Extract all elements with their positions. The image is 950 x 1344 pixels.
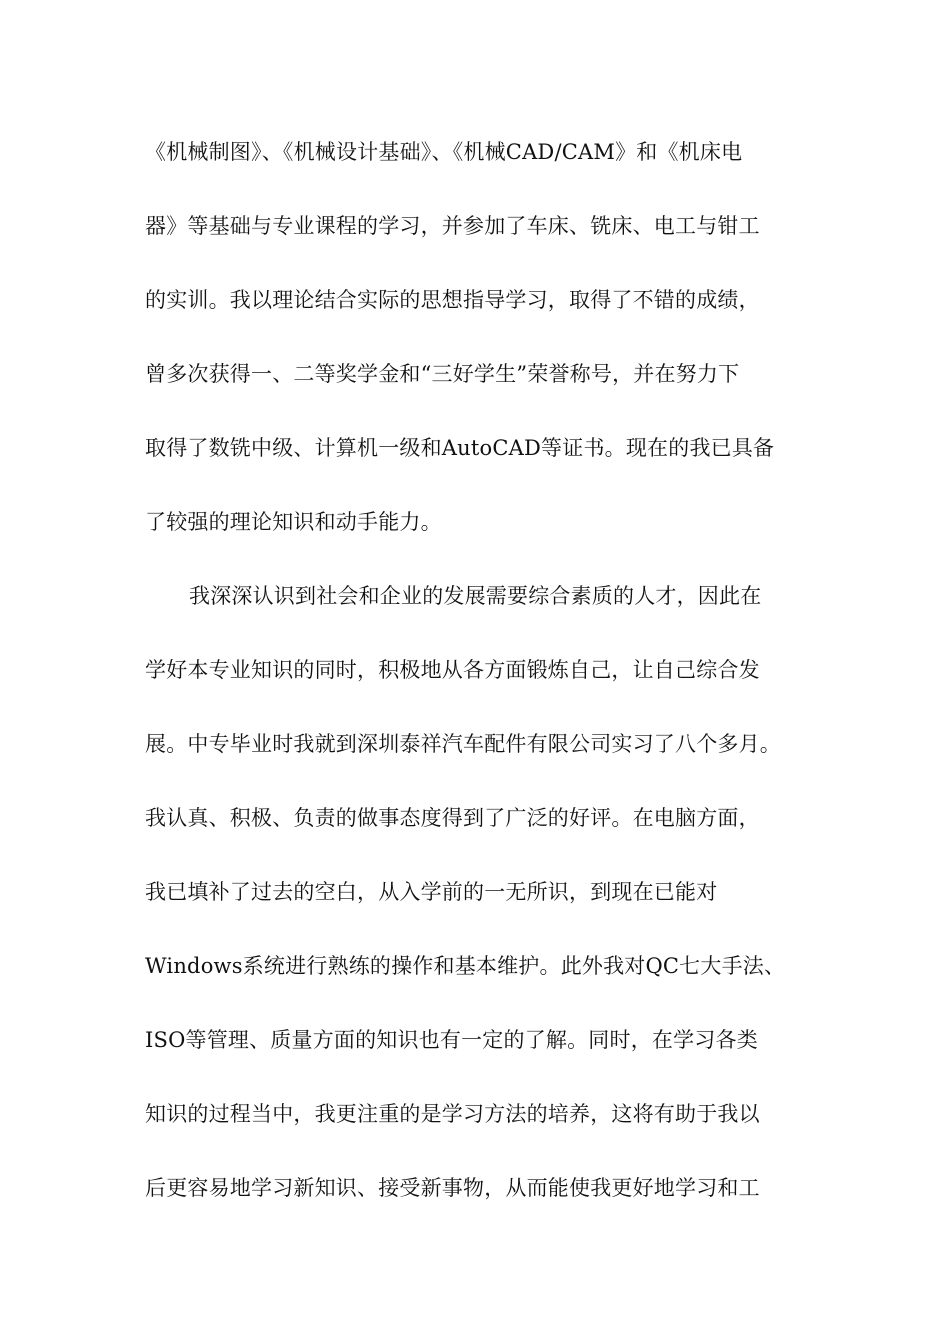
text-line-9: 展。中专毕业时我就到深圳泰祥汽车配件有限公司实习了八个多月。 xyxy=(145,732,781,756)
text-line-10: 我认真、积极、负责的做事态度得到了广泛的好评。在电脑方面， xyxy=(145,806,760,830)
text-line-8: 学好本专业知识的同时，积极地从各方面锻炼自己，让自己综合发 xyxy=(145,658,760,682)
text-line-14: 知识的过程当中，我更注重的是学习方法的培养，这将有助于我以 xyxy=(145,1102,760,1126)
text-line-7: 我深深认识到社会和企业的发展需要综合素质的人才，因此在 xyxy=(189,584,762,608)
text-line-12: Windows系统进行熟练的操作和基本维护。此外我对QC七大手法、 xyxy=(145,954,786,978)
text-line-1: 《机械制图》、《机械设计基础》、《机械CAD/CAM》和《机床电 xyxy=(145,140,743,164)
text-line-13: ISO等管理、质量方面的知识也有一定的了解。同时，在学习各类 xyxy=(145,1028,758,1052)
text-line-11: 我已填补了过去的空白，从入学前的一无所识，到现在已能对 xyxy=(145,880,718,904)
text-line-5: 取得了数铣中级、计算机一级和AutoCAD等证书。现在的我已具备 xyxy=(145,436,775,460)
text-line-2: 器》等基础与专业课程的学习，并参加了车床、铣床、电工与钳工 xyxy=(145,214,760,238)
text-line-15: 后更容易地学习新知识、接受新事物，从而能使我更好地学习和工 xyxy=(145,1176,760,1200)
text-line-4: 曾多次获得一、二等奖学金和“三好学生”荣誉称号，并在努力下 xyxy=(145,362,740,386)
text-line-3: 的实训。我以理论结合实际的思想指导学习，取得了不错的成绩， xyxy=(145,288,760,312)
text-line-6: 了较强的理论知识和动手能力。 xyxy=(145,510,442,534)
